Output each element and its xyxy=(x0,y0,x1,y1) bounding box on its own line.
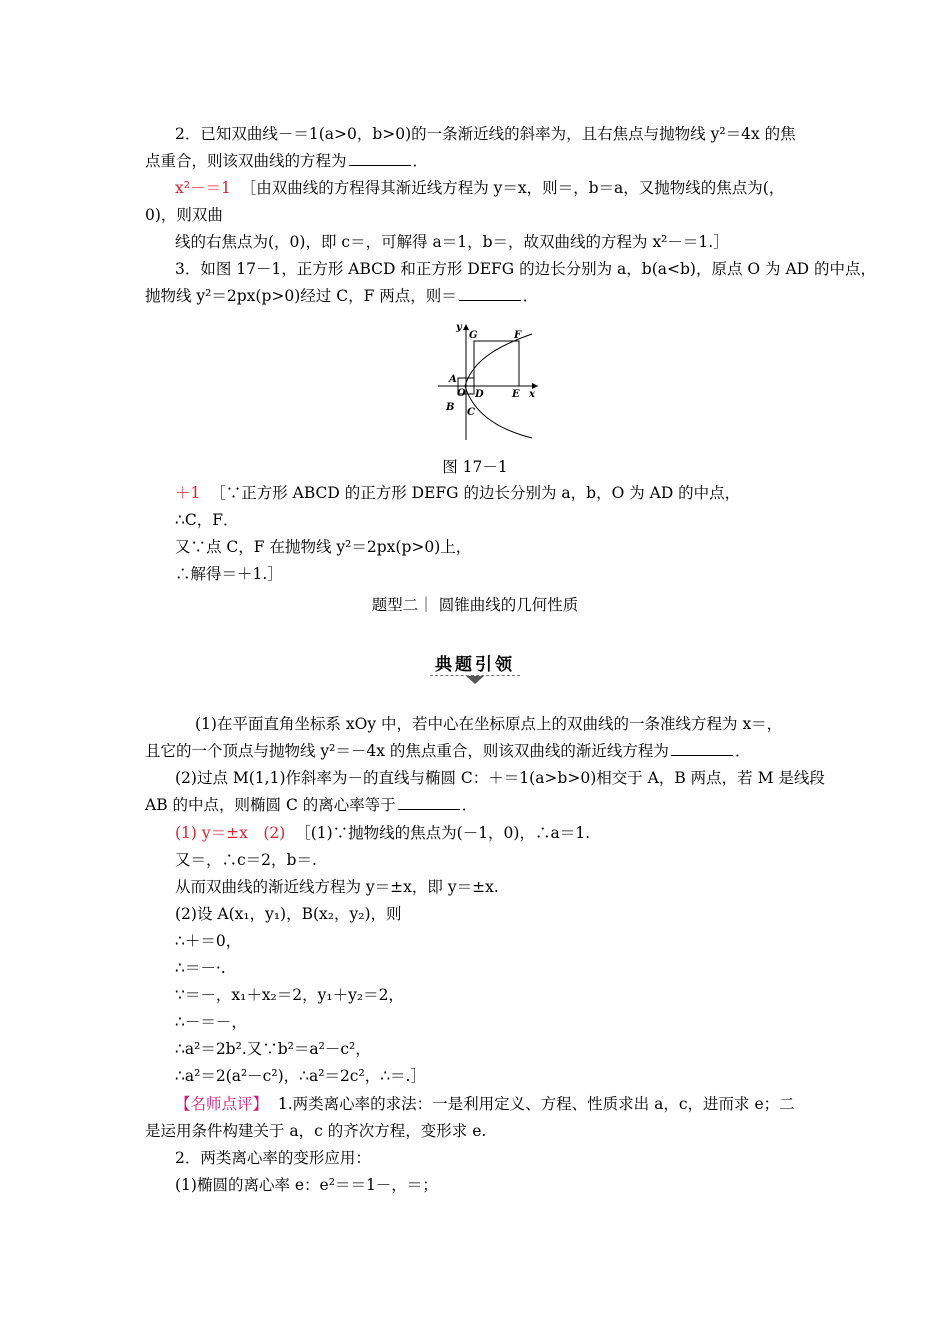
q3-answer: ＋1 xyxy=(175,484,201,502)
q3-solution-1-text: ［∵正方形 ABCD 的正方形 DEFG 的边长分别为 a，b，O 为 AD 的中点， xyxy=(210,484,741,502)
example-solution-4: (2)设 A(x₁，y₁)，B(x₂，y₂)，则 xyxy=(175,905,402,923)
label-g: G xyxy=(469,330,478,341)
example-solution-1 xyxy=(175,822,590,844)
q2-solution-1-text: ［由双曲线的方程得其渐近线方程为 y＝x，则＝，b＝a，又抛物线的焦点为(， xyxy=(240,179,785,197)
example-solution-1-text: ［(1)∵抛物线的焦点为(－1，0)，∴a＝1. xyxy=(295,824,590,842)
example-2-line-1: (2)过点 M(1,1)作斜率为－的直线与椭圆 C：＋＝1(a>b>0)相交于 A，B 两点，若 M 是线段 xyxy=(175,769,825,787)
comment-line-3: 2．两类离心率的变形应用： xyxy=(175,1149,371,1167)
q2-line-2-end: ． xyxy=(412,152,429,170)
example-1-line-2 xyxy=(145,740,750,762)
example-solution-10: ∴a²＝2(a²－c²)，∴a²＝2c²，∴＝.］ xyxy=(175,1067,426,1085)
example-2-line-2-end: ． xyxy=(461,796,478,814)
label-d: D xyxy=(475,389,484,400)
label-y: y xyxy=(456,322,462,333)
example-answer: (1) y＝±x (2) xyxy=(175,824,286,842)
q2-line-2 xyxy=(145,150,428,172)
example-2-line-2 xyxy=(145,794,477,816)
label-b: B xyxy=(446,402,455,413)
example-solution-8: ∴－＝－， xyxy=(175,1013,247,1031)
comment-line-4: (1)椭圆的离心率 e：e²＝＝1－，＝； xyxy=(175,1176,438,1194)
q2-solution-1 xyxy=(175,177,784,199)
example-solution-2: 又＝，∴c＝2，b＝. xyxy=(175,851,317,869)
comment-tag: 【名师点评】 xyxy=(175,1095,269,1113)
example-2-line-2-text: AB 的中点，则椭圆 C 的离心率等于 xyxy=(145,796,396,814)
q3-solution-1 xyxy=(175,482,740,504)
q3-solution-2: ∴C，F． xyxy=(175,511,239,529)
example-solution-9: ∴a²＝2b².又∵b²＝a²－c²， xyxy=(175,1040,371,1058)
q2-solution-2: 0)，则双曲 xyxy=(145,206,223,224)
answer-blank xyxy=(459,286,521,301)
q2-answer: x²－＝1 xyxy=(175,179,231,197)
section-title: 题型二｜ 圆锥曲线的几何性质 xyxy=(371,596,579,614)
answer-blank xyxy=(349,151,411,166)
comment-line-2: 是运用条件构建关于 a，c 的齐次方程，变形求 e. xyxy=(145,1122,487,1140)
section-banner: 典题引领 xyxy=(435,655,515,675)
label-c: C xyxy=(467,407,475,418)
label-o: O xyxy=(457,388,466,399)
q2-line-1: 2．已知双曲线－＝1(a>0，b>0)的一条渐近线的斜率为，且右焦点与抛物线 y²＝4x 的焦 xyxy=(175,125,796,143)
example-solution-5: ∴＋＝0， xyxy=(175,932,242,950)
q2-solution-3: 线的右焦点为(，0)，即 c＝，可解得 a＝1，b＝，故双曲线的方程为 x²－＝1.］ xyxy=(175,233,729,251)
q3-line-2-text: 抛物线 y²＝2px(p>0)经过 C，F 两点，则＝ xyxy=(145,287,457,305)
example-solution-3: 从而双曲线的渐近线方程为 y＝±x，即 y＝±x. xyxy=(175,878,499,896)
comment-line-1-text: 1.两类离心率的求法：一是利用定义、方程、性质求出 a，c，进而求 e；二 xyxy=(277,1095,795,1113)
q3-solution-4: ∴解得＝＋1.］ xyxy=(175,565,283,583)
comment-line-1 xyxy=(175,1093,795,1115)
q3-line-2 xyxy=(145,285,538,307)
q3-line-1: 3．如图 17－1，正方形 ABCD 和正方形 DEFG 的边长分别为 a，b(a<b)，原点 O 为 AD 的中点， xyxy=(175,260,876,278)
example-1-line-2-text: 且它的一个顶点与抛物线 y²＝－4x 的焦点重合，则该双曲线的渐近线方程为 xyxy=(145,742,669,760)
q2-line-2-text: 点重合，则该双曲线的方程为 xyxy=(145,152,347,170)
example-1-line-1: (1)在平面直角坐标系 xOy 中，若中心在坐标原点上的双曲线的一条准线方程为 x＝， xyxy=(195,715,783,733)
label-f: F xyxy=(514,330,522,341)
banner-triangle-icon xyxy=(466,676,484,684)
square-defg xyxy=(474,341,519,386)
answer-blank xyxy=(671,741,733,756)
figure-17-1 xyxy=(432,318,544,442)
example-solution-6: ∴＝－·. xyxy=(175,959,226,977)
q3-solution-3: 又∵点 C，F 在抛物线 y²＝2px(p>0)上， xyxy=(175,538,472,556)
label-a: A xyxy=(449,374,457,385)
q3-line-2-end: ． xyxy=(522,287,539,305)
label-x: x xyxy=(529,389,535,400)
example-1-line-2-end: ． xyxy=(734,742,751,760)
answer-blank xyxy=(398,795,460,810)
example-solution-7: ∵＝－，x₁＋x₂＝2，y₁＋y₂＝2， xyxy=(175,986,404,1004)
figure-caption: 图 17－1 xyxy=(442,458,508,476)
label-e: E xyxy=(512,389,520,400)
